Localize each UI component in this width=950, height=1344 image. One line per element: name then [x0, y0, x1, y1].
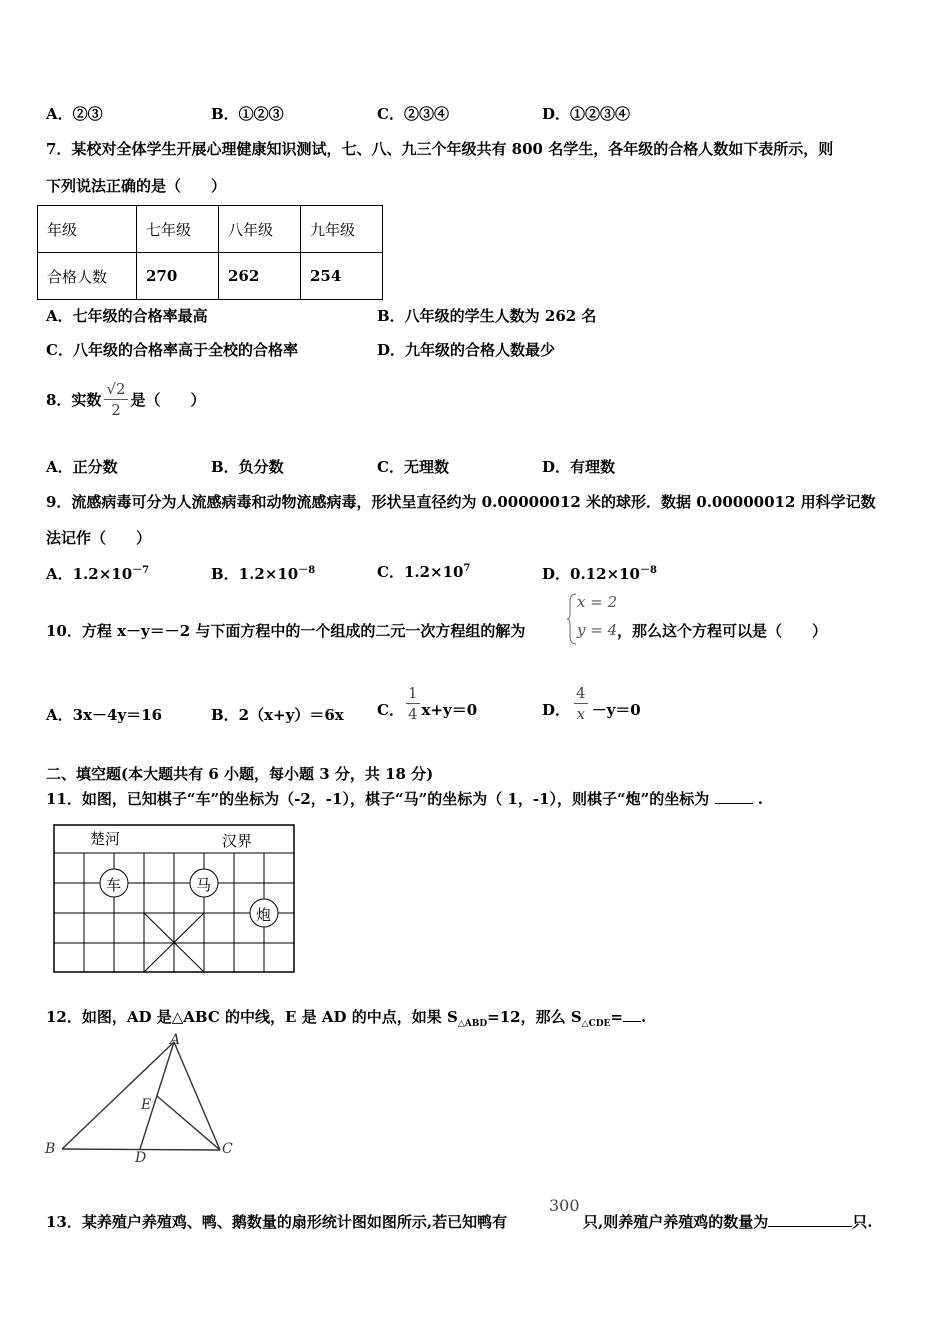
q10-option-d-denominator: x: [576, 705, 586, 723]
q9-option-d-exp: －8: [639, 565, 657, 576]
label-b: B: [45, 1141, 56, 1157]
q10-option-d-rest: －y＝0: [591, 701, 641, 719]
q6-option-a: A．②③: [46, 105, 103, 123]
q11-stem: [46, 788, 763, 809]
q10-option-c-numerator: 1: [407, 684, 418, 702]
chess-board: [52, 824, 296, 974]
q8-fraction: [104, 379, 127, 420]
q10-stem-before: 10．方程 x－y＝－2 与下面方程中的一个组成的二元一次方程组的解为: [46, 622, 526, 640]
q10-option-a: A．3x－4y＝16: [46, 706, 163, 724]
q9-option-a-exp: －7: [132, 565, 150, 576]
q7-stem-line2: 下列说法正确的是（ ）: [46, 177, 227, 195]
q12-stem-mid: =12，那么 S: [487, 1008, 582, 1026]
q12-stem-end: .: [641, 1008, 647, 1026]
q8-option-b: B．负分数: [211, 458, 284, 476]
q9-option-c: [377, 561, 470, 582]
table-header-cell: 七年级: [137, 206, 219, 253]
q10-option-c-label: C．: [377, 701, 404, 719]
q11-stem-end: .: [757, 790, 763, 808]
q8-suffix: 是（ ）: [130, 390, 206, 409]
q7-option-d: D．九年级的合格人数最少: [377, 341, 556, 359]
label-a: A: [170, 1032, 181, 1048]
q10-option-c: [377, 676, 477, 724]
q10-option-d: [542, 676, 641, 724]
piece-che-label: 车: [106, 876, 122, 894]
q12-sub-abd: △ABD: [457, 1019, 488, 1029]
section-2-heading: 二、填空题(本大题共有 6 小题，每小题 3 分，共 18 分): [46, 765, 434, 783]
q10-system-line2: y = 4: [577, 621, 618, 639]
q12-stem-after: =: [610, 1008, 623, 1026]
q10-option-c-fraction: [406, 683, 420, 724]
q9-option-d-base: D．0.12×10: [542, 565, 640, 583]
q13-answer-blank: [768, 1226, 852, 1227]
q8-option-d: D．有理数: [542, 458, 616, 476]
board-river-left: 楚河: [90, 830, 121, 848]
q10-option-c-rest: x+y＝0: [421, 701, 478, 719]
q8-stem: [46, 375, 206, 423]
q9-option-a-base: A．1.2×10: [46, 565, 133, 583]
q12-sub-cde: △CDE: [581, 1019, 611, 1029]
q13-stem-after-text: 只,则养殖户养殖鸡的数量为: [583, 1213, 769, 1231]
table-cell: 262: [219, 253, 301, 300]
q10-option-d-label: D．: [542, 701, 571, 719]
q10-option-d-fraction: [574, 683, 588, 724]
q9-option-d: [542, 561, 657, 584]
table-row: [38, 253, 383, 300]
q7-stem-line1: 7．某校对全体学生开展心理健康知识测试，七、八、九三个年级共有 800 名学生，各年级的合格人数如下表所示，则: [46, 140, 834, 158]
q10-option-d-numerator: 4: [576, 684, 586, 702]
table-cell: 254: [301, 253, 383, 300]
q8-option-a: A．正分数: [46, 458, 118, 476]
q10-option-b: B．2（x+y）＝6x: [211, 706, 344, 724]
piece-pao-label: 炮: [256, 906, 272, 924]
q7-option-c: C．八年级的合格率高于全校的合格率: [46, 341, 298, 359]
q7-option-b: B．八年级的学生人数为 262 名: [377, 307, 597, 325]
q7-table: [37, 205, 383, 300]
q13-stem-after: [583, 1211, 872, 1232]
q12-stem-before: 12．如图，AD 是△ABC 的中线，E 是 AD 的中点，如果 S: [46, 1008, 458, 1026]
q7-option-a: A．七年级的合格率最高: [46, 307, 208, 325]
q13-stem-before: 13．某养殖户养殖鸡、鸭、鹅数量的扇形统计图如图所示,若已知鸭有: [46, 1213, 508, 1231]
table-header-cell: 九年级: [301, 206, 383, 253]
q9-stem-line2: 法记作（ ）: [46, 529, 152, 547]
q11-stem-text: 11．如图，已知棋子“车”的坐标为（-2，-1），棋子“马”的坐标为（ 1，-1），则棋子“炮”的坐标为: [46, 790, 710, 808]
q12-stem: [46, 1006, 646, 1029]
q12-answer-blank: [623, 1021, 641, 1022]
q13-stem-end: 只.: [852, 1213, 873, 1231]
q9-option-c-base: C．1.2×10: [377, 563, 464, 581]
q10-stem-after: ，那么这个方程可以是（ ）: [617, 622, 828, 640]
table-cell: 270: [137, 253, 219, 300]
q6-option-c: C．②③④: [377, 105, 449, 123]
board-river-right: 汉界: [222, 832, 253, 850]
table-header-cell: 八年级: [219, 206, 301, 253]
label-e: E: [141, 1097, 152, 1113]
q9-option-b-base: B．1.2×10: [211, 565, 299, 583]
q6-option-b: B．①②③: [211, 105, 284, 123]
q6-option-d: D．①②③④: [542, 105, 631, 123]
table-header-cell: 年级: [38, 206, 137, 253]
table-cell: 合格人数: [38, 253, 137, 300]
q10-system-line1: x = 2: [577, 593, 618, 611]
piece-ma-label: 马: [196, 876, 212, 894]
q13-number: 300: [549, 1196, 580, 1215]
q9-stem-line1: 9．流感病毒可分为人流感病毒和动物流感病毒，形状呈直径约为 0.00000012 米的球形．数据 0.00000012 用科学记数: [46, 493, 876, 511]
label-c: C: [222, 1141, 233, 1157]
table-row: [38, 206, 383, 253]
q10-option-c-denominator: 4: [407, 705, 418, 723]
q9-option-b: [211, 561, 315, 584]
q11-answer-blank: [715, 803, 753, 804]
q8-fraction-numerator: √2: [106, 379, 126, 398]
q9-option-c-exp: 7: [463, 563, 471, 574]
q9-option-b-exp: －8: [298, 565, 316, 576]
q9-option-a: [46, 561, 149, 584]
q8-fraction-denominator: 2: [111, 400, 121, 419]
label-d: D: [135, 1150, 147, 1166]
q8-prefix: 8．实数: [46, 390, 102, 409]
q8-option-c: C．无理数: [377, 458, 449, 476]
